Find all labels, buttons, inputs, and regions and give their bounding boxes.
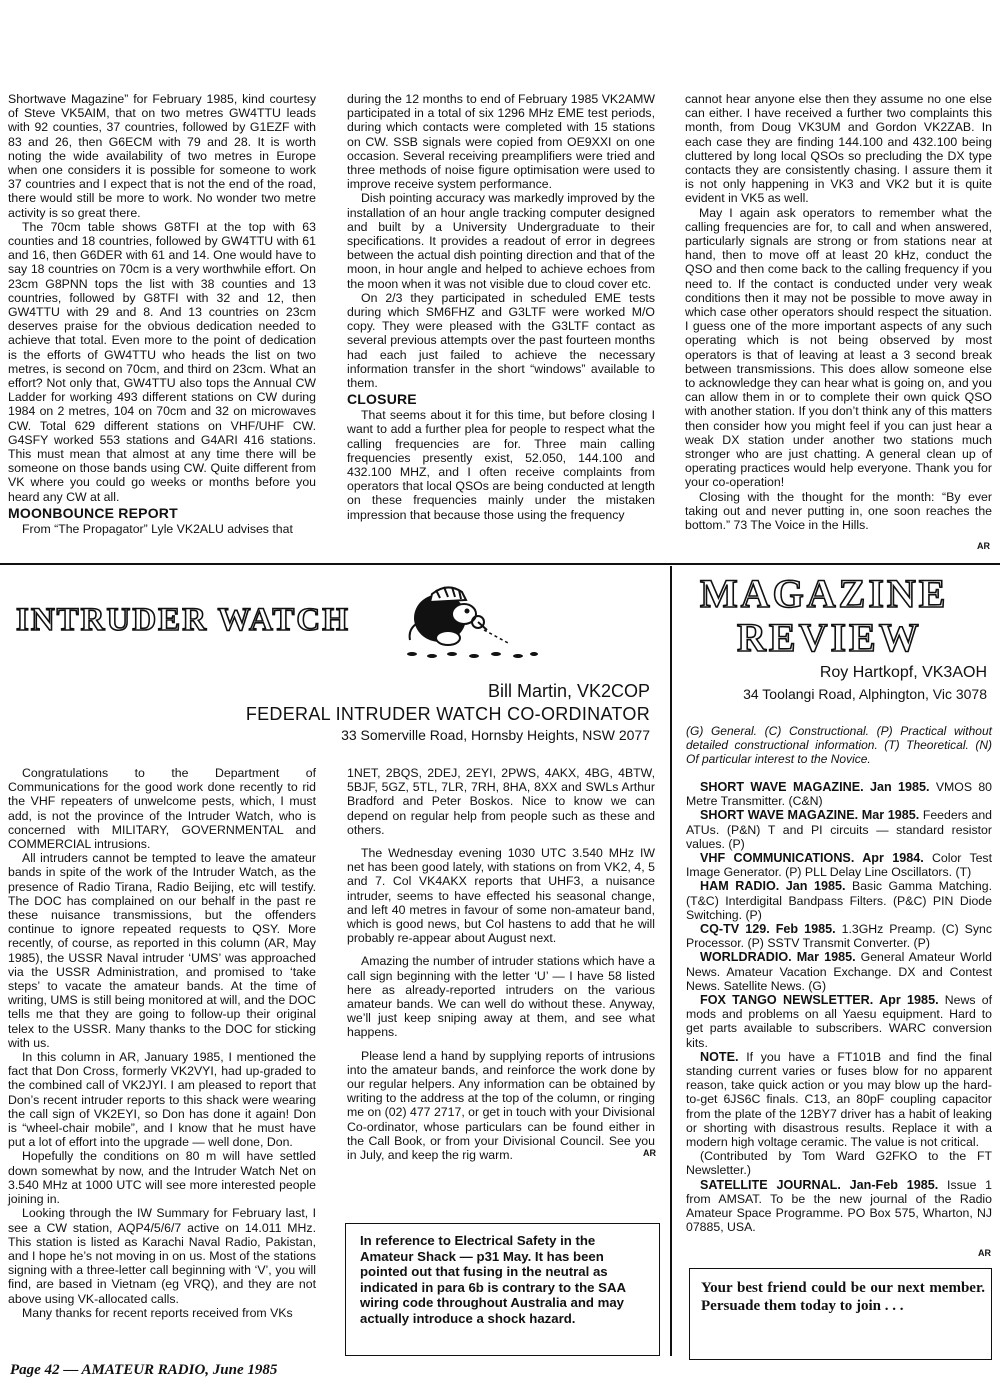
review-magazine: SHORT WAVE MAGAZINE. Mar 1985. <box>700 808 920 823</box>
review-magazine: CQ-TV 129. Feb 1985. <box>700 922 836 937</box>
review-text: 1.3GHz Preamp. (C) Sync Processor. (P) SSTV Transmit Converter. (P) <box>686 922 993 951</box>
body-paragraph: Looking through the IW Summary for February last, I see a CW station, AQP4/5/6/7 active on 14.011 MHz. This station is listed as Karachi Naval Radio, Pakistan, and I hope he’s not moving in on us. Most of the stations signing with a three-letter call beginning with ‘V’, you will find, are based in Vietnam (eg VRQ), and they are not above using VK-allocated calls. <box>8 1206 316 1306</box>
intruder-column-1 <box>8 766 316 1326</box>
body-paragraph: cannot hear anyone else then they assume no one else can either. I have received a further two complaints this month, from Doug VK3UM and Gordon VK2ZAB. In each case they are finding 144.100 and 432.100 being cluttered by long local QSOs so precluding the DX type contacts they are consistently chasing. I assure them it is not only happening in VK3 and VK2 but it is quite evident in VK5 as well. <box>685 92 992 206</box>
body-paragraph: during the 12 months to end of February 1985 VK2AMW participated in a total of six 1296 MHz EME test periods, during which contacts were completed with 15 stations on CW. SSB signals were copied from OE9XXI on one occasion. Several receiving preamplifiers were tried and three methods of noise figure optimisation were used to improve receive system performance. <box>347 92 655 192</box>
intruder-watch-title: INTRUDER WATCH <box>16 602 350 638</box>
review-address: 34 Toolangi Road, Alphington, Vic 3078 <box>743 686 987 702</box>
review-entry <box>686 879 992 922</box>
magazine-review-title-2: REVIEW <box>737 615 922 660</box>
body-paragraph: Amazing the number of intruder stations which have a call sign beginning with the letter ‘U’ — I have 58 listed here as already-reported intruders on the various amateur bands. We can well do without these. Anyway, we’ll just keep sniping away at them, and see what happens. <box>347 954 655 1040</box>
end-mark: AR <box>643 1148 656 1158</box>
review-entry <box>686 1178 992 1235</box>
section-heading-closure: CLOSURE <box>347 391 417 408</box>
review-magazine: SHORT WAVE MAGAZINE. Jan 1985. <box>700 780 930 794</box>
review-text: General Amateur World News. Amateur Vacation Exchange. DX and Contest News. Satellite News. (G) <box>686 950 992 993</box>
review-magazine: SATELLITE JOURNAL. Jan-Feb 1985. <box>700 1177 939 1192</box>
review-text: VMOS 80 Metre Transmitter. (C&N) <box>686 780 992 809</box>
review-text: (Contributed by Tom Ward G2FKO to the FT Newsletter.) <box>686 1149 992 1178</box>
body-paragraph: Please lend a hand by supplying reports of intrusions into the amateur bands, and reinforce the work done by our regular helpers. Any information can be obtained by writing to the address at the top of the column, or ringing me on (02) 477 2717, or get in touch with your Divisional Co-ordinator, whose particulars can be found either in the Call Book, or from your Divisional Council. See you in July, and keep the rig warm. <box>347 1048 655 1163</box>
top-column-2 <box>347 92 655 554</box>
review-text: Color Test Image Generator. (P) PLL Delay Line Oscillators. (T) <box>686 851 992 880</box>
body-paragraph: All intruders cannot be tempted to leave the amateur bands in spite of the work of the Intruder Watch, as the presence of Radio Tirana, Radio Beijing, etc will testify. The DOC has complained on our behalf in the past re these nuisance transmissions, but the offenders continue to ignore repeated requests to QSY. More recently, of course, as reported in this column (AR, May 1985), the USSR Naval intruder ‘UMS’ was approached via the USSR Administration, and promised to ‘take steps’ to vacate the amateur bands. At the time of writing, UMS is still being monitored at will, and the DOC tells me that they are going to follow-up their original telex to the USSR. Many thanks to the DOC for sticking with us. <box>8 851 316 1050</box>
body-paragraph: Congratulations to the Department of Communications for the good work done recently to rid the VHF repeaters of unwelcome pests, which, I must add, is not the province of the Intruder Watch, who is concerned with MILITARY, GOVERNMENTAL and COMMERCIAL intrusions. <box>8 766 316 852</box>
body-paragraph: The 70cm table shows G8TFI at the top with 63 counties and 18 countries, followed by GW4TTU with 61 and 16, then G6DER with 61 and 14. One would have to say 18 countries on 70cm is a very worthwhile effort. On 23cm G8PNN tops the list with 38 counties and 13 countries, followed by G8TFI with 32 and 12, then GW4TTU with 29 and 8. And 13 countries on 23cm deserves praise for the obvious dedication needed to achieve that total. Even more to the point of dedication is the efforts of GW4TTU who heads the list on two metres, is second on 70cm, and third on 23cm. What an effort? Not only that, GW4TTU also tops the Annual CW Ladder for working 493 different stations on CW during 1984 on 2 metres, 104 on 70cm and 32 on microwaves CW. Total 629 different stations on VHF/UHF CW. G4SFY worked 553 stations and G4ARI 416 stations. This must mean that almost at any time there will be someone on those bands using CW. Quite different from VK where you could go weeks or months before you heard any CW at all. <box>8 219 316 504</box>
body-paragraph: 1NET, 2BQS, 2DEJ, 2EYI, 2PWS, 4AKX, 4BG, 4BTW, 5BJF, 5GZ, 5TL, 7LR, 7RH, 8HA, 8XX and SWLs Arthur Bradford and Peter Boskos. Nice to know we can depend on regular help from people such as these and others. <box>347 766 655 837</box>
review-entry <box>686 851 992 879</box>
review-text: If you have a FT101B and find the final standing current varies or fuses blow for no apparent reason, take quick action or you may blow up the hard-to-get 6JS6C finals. C13, an 80pF coupling capacitor from the plate of the 12BY7 driver has a habit of leaking or shorting with disastrous results. Replace it with a modern high voltage ceramic. The value is not critical. <box>686 1049 992 1150</box>
magazine-review-title-1: MAGAZINE <box>700 571 949 616</box>
review-text: News of mods and problems on all Yaesu equipment. Hard to get parts available to subscribers. WARC conversion kits. <box>686 993 993 1050</box>
intruder-column-2 <box>347 766 655 1163</box>
review-magazine: NOTE. <box>700 1049 739 1064</box>
top-column-3 <box>685 92 992 554</box>
body-paragraph: From “The Propagator” Lyle VK2ALU advises that <box>22 521 293 536</box>
body-paragraph: In this column in AR, January 1985, I mentioned the fact that Don Cross, formerly VK2VYI, had up-graded to the combined call of VK2JYI. I am pleased to report that Don’s recent intruder reports to this shack were wearing the call sign of VK2EYI, so Don has done it again! Don is “wheel-chair mobile”, and I know that he must have put a lot of effort into the upgrade — well done, Don. <box>8 1050 316 1150</box>
section-heading-moonbounce: MOONBOUNCE REPORT <box>8 504 178 521</box>
review-entry <box>686 1050 992 1149</box>
safety-notice-box <box>345 1223 660 1356</box>
review-entry <box>686 780 992 808</box>
intruder-role: FEDERAL INTRUDER WATCH CO-ORDINATOR <box>245 704 650 724</box>
review-text: Feeders and ATUs. (P&N) T and PI circuits — standard resistor values. (P) <box>686 808 992 851</box>
end-mark: AR <box>978 1248 991 1258</box>
review-key: (G) General. (C) Constructional. (P) Practical without detailed constructional information. (T) Theoretical. (N) Of particular interest to the Novice. <box>686 724 992 767</box>
membership-text: Your best friend could be our next member. Persuade them today to join . . . <box>701 1280 985 1314</box>
review-magazine: HAM RADIO. Jan 1985. <box>700 879 846 894</box>
review-text: Basic Gamma Matching. (T&C) Interdigital Bandpass Filters. (P&C) PIN Diode Switching. (P) <box>686 879 992 922</box>
detective-illustration <box>392 578 542 668</box>
body-paragraph: May I again ask operators to remember what the calling frequencies are for, to call and when answered, particularly signals are strong or from stations near at hand, then to move off at least 20 kHz, conduct the QSO and then come back to the calling frequency if you need to. If the contact is conducted under very weak conditions then it may not be possible to move away in which case other operators should respect the situation. I guess one of the more important aspects of any such operating which is not being observed by most operators is that of leaving at least a 3 second break between transmissions. This does allow someone else to acknowledge they can hear what is going on, and you can allow them in or to complete their own quick QSO with another station. If you don’t think any of this matters then consider how you might feel if you can just hear a weak DX station under another two stations much stronger who are just chatting. A general clean up of operating practices would help everyone. Thank you for your co-operation! <box>685 205 992 490</box>
review-entry <box>686 950 992 993</box>
review-entry <box>686 1149 992 1177</box>
review-magazine: FOX TANGO NEWSLETTER. Apr 1985. <box>700 993 939 1008</box>
review-magazine: WORLDRADIO. Mar 1985. <box>700 950 856 965</box>
review-author: Roy Hartkopf, VK3AOH <box>819 664 987 681</box>
membership-box <box>689 1268 992 1360</box>
body-paragraph: Dish pointing accuracy was markedly improved by the installation of an hour angle tracking computer designed and built by a University Undergraduate to their specifications. It provides a readout of error in degrees between the actual dish pointing direction and that of the moon, in hour angle and helped to achieve echoes from the moon when it was not visible due to cloud cover etc. <box>347 191 655 291</box>
review-magazine: VHF COMMUNICATIONS. Apr 1984. <box>700 851 924 866</box>
end-mark: AR <box>977 541 990 551</box>
review-text: Issue 1 from AMSAT. To be the new journal of the Radio Amateur Space Programme. PO Box 575, Wharton, NJ 07885, USA. <box>686 1177 993 1235</box>
page-footer: Page 42 — AMATEUR RADIO, June 1985 <box>10 1362 278 1378</box>
body-paragraph: The Wednesday evening 1030 UTC 3.540 MHz IW net has been good lately, with stations on from VK2, 4, 5 and 7. Col VK4AKX reports that UHF3, a nuisance intruder, seems to have effected his seasonal change, and left 40 metres in favour of some non-amateur band, which is good news, but Col hastens to add that he will probably re-appear about August next. <box>347 846 655 946</box>
review-entry <box>686 808 992 851</box>
review-entry <box>686 922 992 950</box>
intruder-address: 33 Somerville Road, Hornsby Heights, NSW 2077 <box>341 727 650 743</box>
column-divider <box>670 566 672 1356</box>
body-paragraph: On 2/3 they participated in scheduled EME tests during which SM6FHZ and G3LTF were worked M/O copy. They were pleased with the G3LTF contact as several previous attempts over the past fourteen months had each just failed to achieve the necessary information transfer in the short “windows” available to them. <box>347 290 655 391</box>
body-paragraph: Many thanks for recent reports received from VKs <box>22 1305 293 1320</box>
intruder-author: Bill Martin, VK2COP <box>487 681 650 701</box>
body-paragraph: Shortwave Magazine” for February 1985, kind courtesy of Steve VK5AIM, that on two metres GW4TTU leads with 92 counties, 37 countries, followed by G1EZF with 83 and 26, then G6ECM with 79 and 28. It is worth noting the wide availability of two metres in Europe when one considers it is possible for someone to work 37 countries and I expect that is not the end of the road, there would still be more to work. No wonder two metre activity is so great there. <box>8 92 316 220</box>
review-entries <box>686 780 992 1250</box>
safety-notice-text: In reference to Electrical Safety in the Amateur Shack — p31 May. It has been pointed out that fusing in the neutral as indicated in para 6b is contrary to the SAA wiring code throughout Australia and may actually introduce a shock hazard. <box>360 1233 626 1326</box>
body-paragraph: Closing with the thought for the month: “By ever taking out and never putting in, one soon reaches the bottom.” 73 The Voice in the Hills. <box>685 489 992 533</box>
section-divider <box>0 563 1000 565</box>
body-paragraph: That seems about it for this time, but before closing I want to add a further plea for people to respect what the calling frequencies are for. Three main calling frequencies presently exist, 52.050, 144.100 and 432.100 MHZ, and I often receive complaints from operators that local QSOs are being conducted at length on these frequencies mainly under the mistaken impression that because those using the frequency <box>347 408 655 522</box>
review-entry <box>686 993 992 1050</box>
top-column-1 <box>8 92 316 554</box>
body-paragraph: Hopefully the conditions on 80 m will have settled down somewhat by now, and the Intruder Watch Net on 3.540 MHz at 1000 UTC will see more interested people joining in. <box>8 1149 316 1207</box>
